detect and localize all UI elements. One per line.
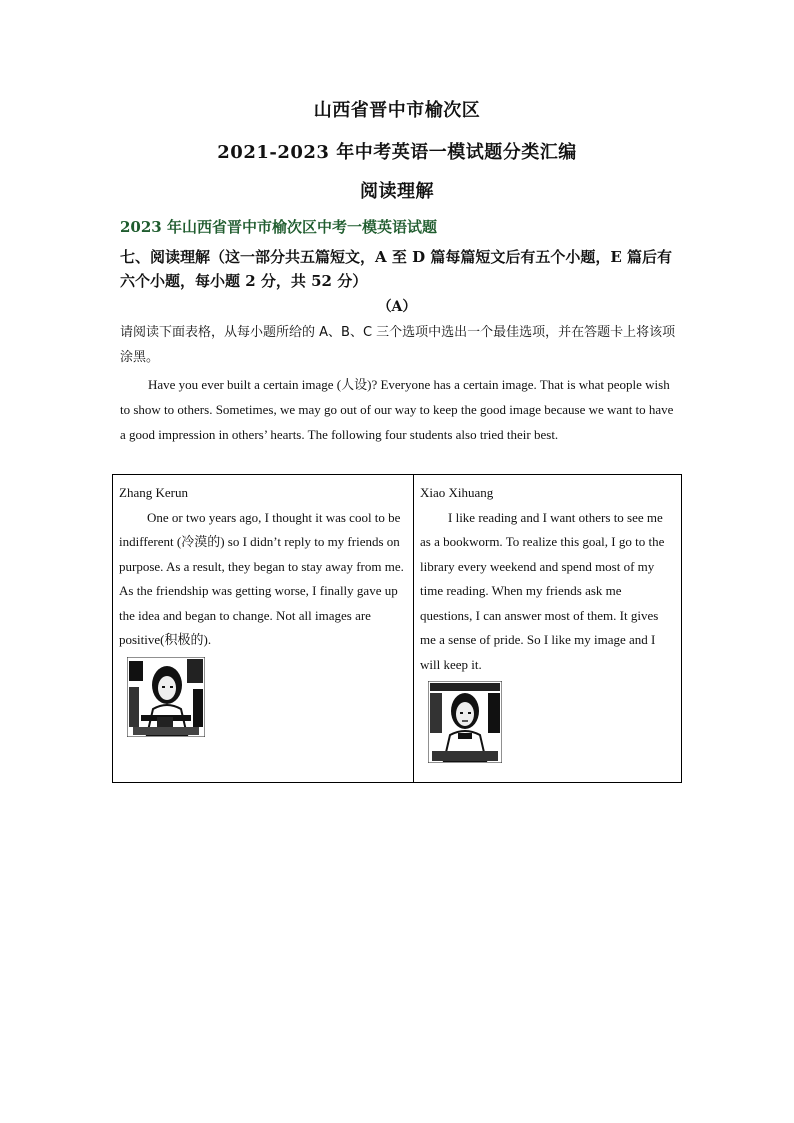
exam-heading: 2023 年山西省晋中市榆次区中考一模英语试题 xyxy=(120,218,437,236)
intro-text: Have you ever built a certain image (人设)? Everyone has a certain image. That is what people wish to show to others. Sometimes, we may go out of our way to keep the good image because we want to have a good impression in others’ hearts. The following four students also tried their best. xyxy=(120,377,674,442)
student-photo-icon xyxy=(428,681,502,763)
section-instruction: 七、阅读理解（这一部分共五篇短文，A 至 D 篇每篇短文后有五个小题，E 篇后有六个小题，每小题 2 分，共 52 分） xyxy=(120,248,672,290)
student-name: Zhang Kerun xyxy=(119,485,188,500)
students-table xyxy=(112,474,682,783)
student-story: One or two years ago, I thought it was cool to be indifferent (冷漠的) so I didn’t reply to my friends on purpose. As a result, they began to stay away from me. As the friendship was getting worse, I finally gave up the idea and began to change. Not all images are positive(积极的). xyxy=(119,509,404,647)
student-cell-2 xyxy=(414,475,682,783)
intro-paragraph xyxy=(120,372,680,447)
student-story: I like reading and I want others to see me as a bookworm. To realize this goal, I go to the library every weekend and spend most of my time reading. When my friends ask me questions, I can answer most of them. It gives me a sense of pride. So I like my image and I will keep it. xyxy=(420,509,665,672)
student-photo-icon xyxy=(127,657,205,737)
student-name: Xiao Xihuang xyxy=(420,485,494,500)
document-title-line2: 2021-2023 年中考英语一模试题分类汇编 xyxy=(217,142,577,163)
table-row xyxy=(113,475,682,783)
student-cell-1 xyxy=(113,475,414,783)
document-title-line3: 阅读理解 xyxy=(360,181,434,202)
passage-label: （A） xyxy=(377,299,417,315)
directions-text: 请阅读下面表格，从每小题所给的 A、B、C 三个选项中选出一个最佳选项，并在答题卡上将该项涂黑。 xyxy=(120,325,676,365)
document-title-line1: 山西省晋中市榆次区 xyxy=(313,100,481,121)
